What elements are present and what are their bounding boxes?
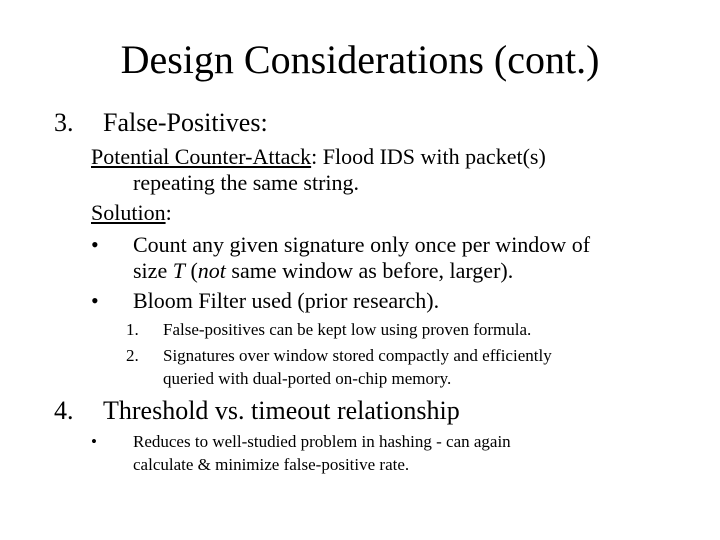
text-fragment: same window as before, larger). <box>225 258 514 283</box>
item-4-heading: Threshold vs. timeout relationship <box>103 396 460 425</box>
sub-item-2-number: 2. <box>126 346 139 365</box>
slide-title: Design Considerations (cont.) <box>120 37 600 82</box>
counter-attack-line-2: repeating the same string. <box>133 170 360 195</box>
solution-point-1-line-1: Count any given signature only once per window of <box>133 232 591 257</box>
sub-item-1-number: 1. <box>126 320 139 339</box>
item-3-number: 3. <box>54 108 74 137</box>
solution-term: Solution <box>91 200 166 225</box>
sub-item-2-line-1: Signatures over window stored compactly and efficiently <box>163 346 552 365</box>
text-fragment: ( <box>184 258 198 283</box>
counter-attack-text: Flood IDS with packet(s) <box>317 144 546 169</box>
counter-attack-term: Potential Counter-Attack <box>91 144 312 169</box>
item-4-line-2: calculate & minimize false-positive rate. <box>133 455 410 474</box>
solution-colon: : <box>165 200 172 225</box>
text-fragment: size <box>133 258 173 283</box>
counter-attack-line-1 <box>91 146 546 168</box>
item-4-number: 4. <box>54 396 74 425</box>
item-3-heading: False-Positives: <box>103 108 268 137</box>
item-4-bullet: • <box>91 432 97 451</box>
solution-heading <box>91 202 172 224</box>
emphasis-not: not <box>197 258 226 283</box>
bullet-point-1: • <box>91 232 99 257</box>
variable-t: T <box>172 258 185 283</box>
sub-item-1-text: False-positives can be kept low using proven formula. <box>163 320 532 339</box>
counter-attack-colon: : <box>311 144 318 169</box>
sub-item-2-line-2: queried with dual-ported on-chip memory. <box>163 369 452 388</box>
bullet-point-2: • <box>91 288 99 313</box>
solution-point-1-line-2 <box>133 260 513 282</box>
item-4-line-1: Reduces to well-studied problem in hashing - can again <box>133 432 511 451</box>
solution-point-2: Bloom Filter used (prior research). <box>133 288 440 313</box>
